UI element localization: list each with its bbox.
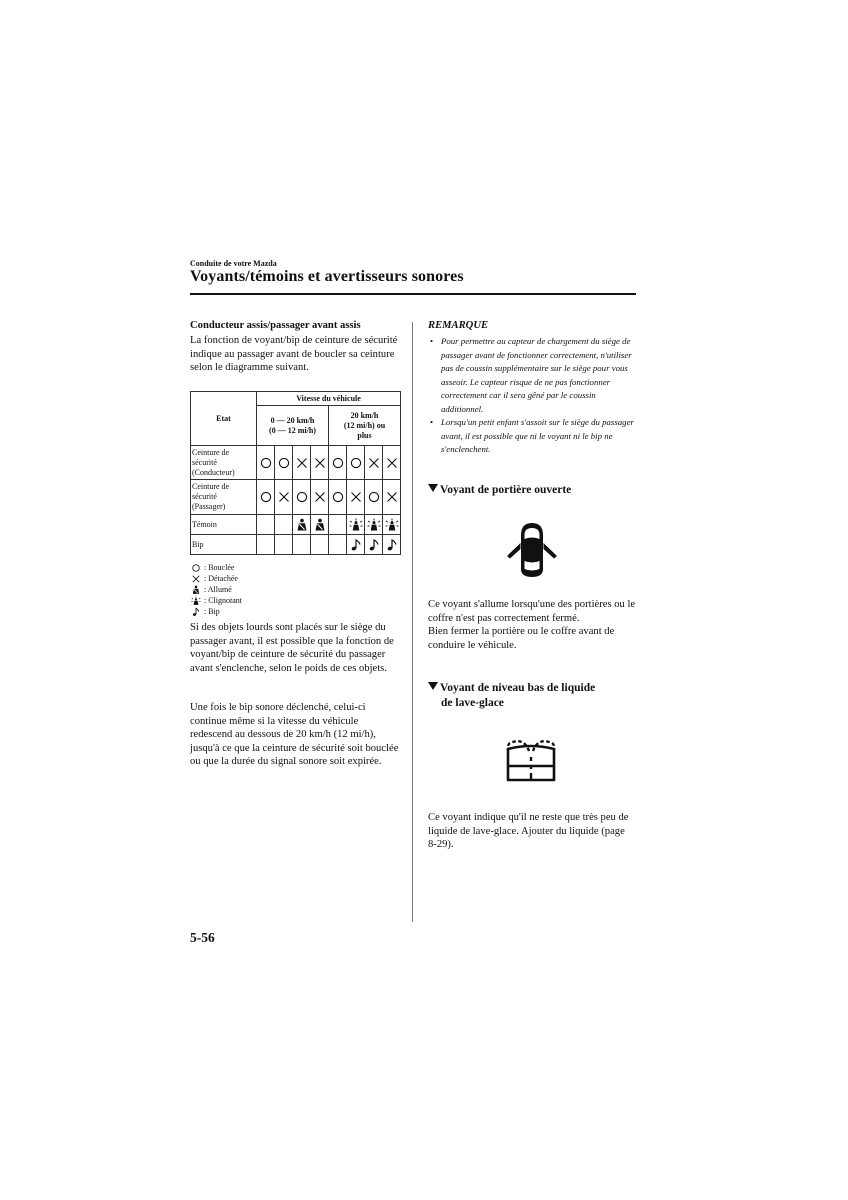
- circle-icon: [190, 563, 202, 573]
- list-item: • Lorsqu'un petit enfant s'assoit sur le siège du passager avant, il est possible que ni le voyant ni le bip ne s'enclenchent.: [428, 416, 638, 457]
- beep-paragraph: Une fois le bip sonore déclenché, celui-ci continue même si la vitesse du véhicule redescend au dessous de 20 km/h (12 mi/h), jusqu'à ce que la ceinture de sécurité soit bouclée ou que la durée du signal sonore soit expirée.: [190, 702, 399, 768]
- washer-warning-text: Ce voyant indique qu'il ne reste que très peu de liquide de lave-glace. Ajouter du liquide (page 8-29).: [428, 812, 629, 851]
- table-cell: [383, 535, 401, 555]
- circle-icon: [259, 456, 273, 470]
- intro-paragraph: La fonction de voyant/bip de ceinture de sécurité indique au passager avant de boucler sa ceinture selon le diagramme suivant.: [190, 335, 398, 374]
- legend-beep: : Bip: [204, 607, 220, 616]
- seatbelt-lit-icon: [313, 518, 327, 532]
- table-cell: [293, 480, 311, 515]
- list-item: • Pour permettre au capteur de chargement du siège de passager avant de fonctionner correctement, n'utiliser pas de coussin supplémentaire sur le siège pour vous asseoir. Le capteur risque de ne pas fonctionner correctement car il sera gêné par le coussin additionnel.: [428, 335, 638, 416]
- table-cell: [329, 515, 347, 535]
- circle-icon: [367, 490, 381, 504]
- door-open-warning-icon: [500, 517, 564, 581]
- row-label: Bip: [191, 535, 257, 555]
- remark-title: REMARQUE: [428, 320, 489, 331]
- legend-buckled: : Bouclée: [204, 563, 235, 572]
- table-header-speed: Vitesse du véhicule: [257, 392, 401, 406]
- table-cell: [347, 535, 365, 555]
- music-note-icon: [385, 538, 399, 552]
- table-cell: [311, 480, 329, 515]
- legend-on: : Allumé: [204, 585, 232, 594]
- table-row: [191, 446, 401, 480]
- table-cell: [311, 535, 329, 555]
- table-cell: [347, 480, 365, 515]
- door-warning-text: Ce voyant s'allume lorsqu'une des portières ou le coffre n'est pas correctement fermé. Bien fermer la portière ou le coffre avant de conduire le véhicule.: [428, 599, 636, 651]
- table-cell: [293, 446, 311, 480]
- table-cell: [275, 535, 293, 555]
- table-cell: [365, 480, 383, 515]
- seatbelt-flashing-icon: [367, 518, 381, 532]
- table-cell: [257, 515, 275, 535]
- title-rule: [190, 293, 636, 295]
- circle-icon: [331, 456, 345, 470]
- table-cell: [347, 515, 365, 535]
- table-row: [191, 480, 401, 515]
- table-cell: [275, 480, 293, 515]
- seatbelt-table: [190, 391, 401, 555]
- triangle-down-icon: [428, 681, 440, 696]
- page-number: 5-56: [190, 930, 215, 945]
- circle-icon: [277, 456, 291, 470]
- table-cell: [329, 480, 347, 515]
- table-cell: [383, 515, 401, 535]
- cross-icon: [313, 490, 327, 504]
- column-divider: [412, 322, 413, 922]
- table-cell: [257, 480, 275, 515]
- left-heading: Conducteur assis/passager avant assis: [190, 320, 361, 331]
- cross-icon: [295, 456, 309, 470]
- table-cell: [257, 535, 275, 555]
- weight-paragraph: Si des objets lourds sont placés sur le siège du passager avant, il est possible que la fonction de voyant/bip de ceinture de sécurité du passager avant s'enclenche, selon le poids de ces objets.: [190, 622, 394, 674]
- table-row: [191, 535, 401, 555]
- table-cell: [311, 446, 329, 480]
- row-label: Ceinture de sécurité (Passager): [191, 480, 257, 515]
- table-cell: [275, 515, 293, 535]
- music-note-icon: [349, 538, 363, 552]
- cross-icon: [349, 490, 363, 504]
- table-header-etat: Etat: [191, 392, 257, 446]
- music-note-icon: [367, 538, 381, 552]
- section-label: Conduite de votre Mazda: [190, 259, 277, 268]
- table-cell: [257, 446, 275, 480]
- cross-icon: [190, 574, 202, 584]
- seatbelt-lit-icon: [190, 585, 202, 595]
- legend-unbuckled: : Détachée: [204, 574, 238, 583]
- cross-icon: [313, 456, 327, 470]
- table-cell: [275, 446, 293, 480]
- table-cell: [365, 535, 383, 555]
- seatbelt-flashing-icon: [349, 518, 363, 532]
- circle-icon: [349, 456, 363, 470]
- table-cell: [293, 535, 311, 555]
- table-cell: [311, 515, 329, 535]
- legend-flashing: : Clignotant: [204, 596, 242, 605]
- table-cell: [383, 480, 401, 515]
- washer-fluid-icon: [502, 735, 560, 785]
- circle-icon: [259, 490, 273, 504]
- table-cell: [329, 446, 347, 480]
- table-header-speed-low: 0 — 20 km/h (0 — 12 mi/h): [257, 406, 329, 446]
- circle-icon: [295, 490, 309, 504]
- table-cell: [293, 515, 311, 535]
- table-header-speed-high: 20 km/h (12 mi/h) ou plus: [329, 406, 401, 446]
- cross-icon: [277, 490, 291, 504]
- row-label: Ceinture de sécurité (Conducteur): [191, 446, 257, 480]
- seatbelt-flashing-icon: [190, 596, 202, 606]
- triangle-down-icon: [428, 483, 440, 498]
- seatbelt-lit-icon: [295, 518, 309, 532]
- washer-warning-heading: Voyant de niveau bas de liquide de lave-glace: [428, 681, 648, 711]
- cross-icon: [367, 456, 381, 470]
- table-row: [191, 515, 401, 535]
- page-title: Voyants/témoins et avertisseurs sonores: [190, 268, 464, 285]
- cross-icon: [385, 456, 399, 470]
- table-cell: [365, 446, 383, 480]
- table-cell: [383, 446, 401, 480]
- music-note-icon: [190, 607, 202, 617]
- table-cell: [347, 446, 365, 480]
- table-legend: [190, 562, 242, 617]
- cross-icon: [385, 490, 399, 504]
- remark-list: [428, 335, 638, 457]
- row-label: Témoin: [191, 515, 257, 535]
- door-warning-heading: Voyant de portière ouverte: [428, 483, 648, 498]
- circle-icon: [331, 490, 345, 504]
- table-cell: [365, 515, 383, 535]
- table-cell: [329, 535, 347, 555]
- seatbelt-flashing-icon: [385, 518, 399, 532]
